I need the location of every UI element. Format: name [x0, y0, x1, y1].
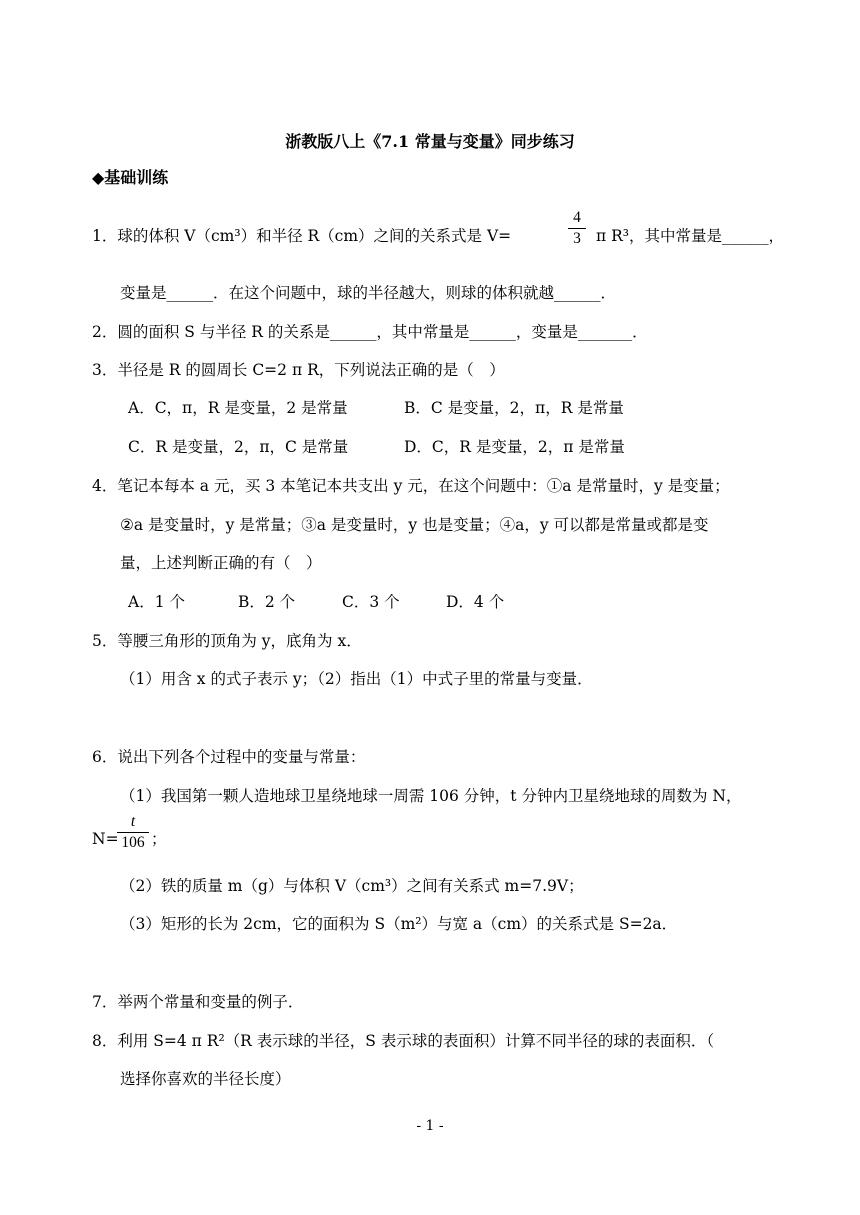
q4-option-a: A．1 个 [128, 593, 185, 611]
q2-text: 2．圆的面积 S 与半径 R 的关系是______，其中常量是______，变量是_______． [92, 323, 648, 341]
q7-text: 7．举两个常量和变量的例子． [92, 993, 304, 1011]
q1-fraction-numerator: 4 [573, 209, 581, 226]
q6-fraction [117, 812, 149, 853]
q4-line2: ②a 是变量时，y 是常量；③a 是变量时，y 也是变量；④a，y 可以都是常量或都是变 [120, 516, 709, 534]
q6-line4: （3）矩形的长为 2cm，它的面积为 S（m²）与宽 a（cm）的关系式是 S=2a． [120, 915, 678, 933]
q6-line2: （1）我国第一颗人造地球卫星绕地球一周需 106 分钟，t 分钟内卫星绕地球的周数为 N， [120, 787, 742, 805]
q1-fraction [568, 208, 586, 249]
q4-option-c: C．3 个 [342, 593, 400, 611]
q4-line1: 4．笔记本每本 a 元，买 3 本笔记本共支出 y 元，在这个问题中：①a 是常量时，y 是变量； [92, 477, 730, 495]
q1-text-end: π R³，其中常量是______， [596, 227, 784, 245]
q4-line3: 量，上述判断正确的有（ ） [120, 554, 322, 572]
q6-fraction-numerator: t [130, 813, 136, 830]
document-title: 浙教版八上《7.1 常量与变量》同步练习 [285, 132, 575, 151]
q3-option-a: A．C，π，R 是变量，2 是常量 [128, 399, 348, 417]
q3-option-c: C．R 是变量，2，π，C 是常量 [128, 438, 349, 456]
q6-n-suffix: ； [151, 830, 167, 848]
q6-line1: 6．说出下列各个过程中的变量与常量： [92, 748, 366, 766]
q5-line1: 5．等腰三角形的顶角为 y，底角为 x． [92, 632, 362, 650]
q4-option-d: D．4 个 [446, 593, 505, 611]
q8-line2: 选择你喜欢的半径长度） [120, 1070, 291, 1088]
q8-line1: 8．利用 S=4 π R²（R 表示球的半径，S 表示球的表面积）计算不同半径的球的表面积．（ [92, 1032, 715, 1050]
q3-stem: 3．半径是 R 的圆周长 C=2 π R，下列说法正确的是（ ） [92, 361, 505, 379]
page-number: - 1 - [416, 1118, 444, 1134]
q1-text-start: 1．球的体积 V（cm³）和半径 R（cm）之间的关系式是 V= [92, 227, 512, 245]
q6-fraction-denominator: 106 [121, 834, 145, 851]
q4-option-b: B．2 个 [238, 593, 296, 611]
q6-line3: （2）铁的质量 m（g）与体积 V（cm³）之间有关系式 m=7.9V； [120, 877, 584, 895]
q3-option-b: B．C 是变量，2，π，R 是常量 [404, 399, 624, 417]
q5-line2: （1）用含 x 的式子表示 y；（2）指出（1）中式子里的常量与变量． [120, 670, 593, 688]
q3-option-d: D．C，R 是变量，2，π 是常量 [404, 438, 625, 456]
q1-text-line2: 变量是______．在这个问题中，球的半径越大，则球的体积就越______． [120, 284, 617, 302]
q6-n-prefix: N= [92, 830, 119, 848]
section-heading: ◆基础训练 [92, 168, 169, 187]
q1-fraction-denominator: 3 [573, 230, 581, 247]
